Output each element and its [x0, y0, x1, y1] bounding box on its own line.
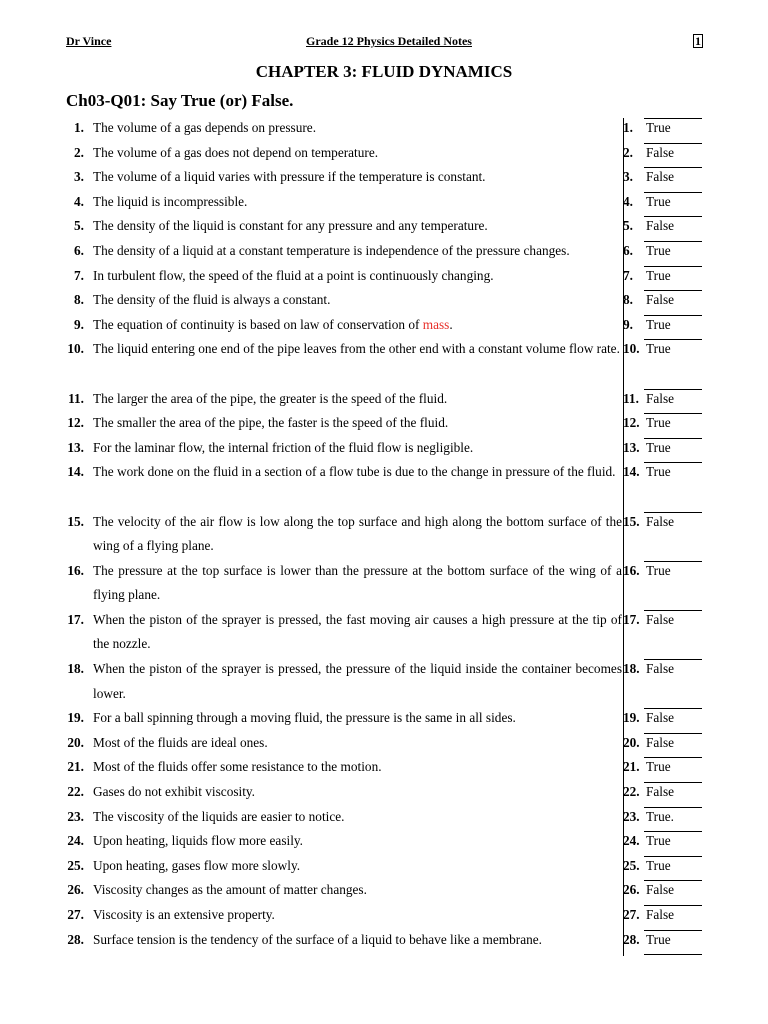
- answer-number: 10.: [623, 341, 640, 357]
- answer-rule: [644, 339, 702, 340]
- question-text: [93, 903, 622, 928]
- question-row: [0, 288, 768, 313]
- question-row: [0, 559, 768, 608]
- question-text: [93, 190, 622, 215]
- question-text-part: For a ball spinning through a moving fluid, the pressure is the same in all sides.: [93, 710, 516, 726]
- answer-number: 24.: [623, 833, 640, 849]
- question-text-part: The density of a liquid at a constant temperature is independence of the pressure changes.: [93, 242, 570, 258]
- answer-value: False: [646, 611, 675, 627]
- answer-value: True: [646, 562, 671, 578]
- question-number: 4.: [74, 193, 84, 209]
- answer-value: False: [646, 661, 675, 677]
- answer-rule: [644, 610, 702, 611]
- question-text-part: The volume of a gas does not depend on temperature.: [93, 144, 379, 160]
- question-row: [0, 755, 768, 780]
- answer-value: False: [646, 907, 675, 922]
- question-row: [0, 510, 768, 559]
- answer-rule: [644, 118, 702, 119]
- question-row: [0, 436, 768, 461]
- question-text-part: The liquid is incompressible.: [93, 193, 248, 209]
- question-text: [93, 854, 622, 879]
- question-number: 2.: [74, 144, 84, 160]
- course-title: Grade 12 Physics Detailed Notes: [306, 34, 472, 48]
- answer-rule: [644, 167, 702, 168]
- answer-rule: [644, 462, 702, 463]
- question-text-part: The pressure at the top surface is lower than the pressure at the bottom surface of the wing of a flying plane.: [93, 562, 622, 603]
- question-number: 18.: [67, 661, 84, 677]
- answer-number: 16.: [623, 562, 640, 578]
- question-row: [0, 387, 768, 412]
- question-number: 9.: [74, 316, 84, 332]
- question-number: 7.: [74, 267, 84, 283]
- answer-rule: [644, 856, 702, 857]
- question-number: 14.: [67, 464, 84, 480]
- question-text-part: The viscosity of the liquids are easier to notice.: [93, 808, 345, 824]
- question-text-part: Viscosity changes as the amount of matter changes.: [93, 882, 367, 898]
- question-number: 6.: [74, 242, 84, 258]
- author-name: Dr Vince: [66, 34, 112, 48]
- question-number: 23.: [67, 808, 84, 824]
- question-number: 12.: [67, 415, 84, 431]
- answer-value: True.: [646, 808, 674, 824]
- answer-number: 19.: [623, 710, 640, 726]
- question-number: 13.: [67, 439, 84, 455]
- question-number: 8.: [74, 292, 84, 308]
- answer-number: 17.: [623, 611, 640, 627]
- question-text-part: The liquid entering one end of the pipe leaves from the other end with a constant volume flow rate.: [93, 341, 620, 357]
- question-text-part: Viscosity is an extensive property.: [93, 907, 275, 922]
- answer-number: 23.: [623, 808, 640, 824]
- question-text-part: The equation of continuity is based on law of conservation of: [93, 316, 423, 332]
- question-text-part: The larger the area of the pipe, the greater is the speed of the fluid.: [93, 390, 448, 406]
- question-text: [93, 510, 622, 559]
- answer-number: 28.: [623, 931, 640, 947]
- question-text-part: The smaller the area of the pipe, the faster is the speed of the fluid.: [93, 415, 449, 431]
- answer-value: False: [646, 390, 675, 406]
- question-text-part: When the piston of the sprayer is pressed, the pressure of the liquid inside the container becomes lower.: [93, 661, 622, 701]
- page-header: [66, 34, 704, 52]
- answer-rule: [644, 192, 702, 193]
- question-text-part: Most of the fluids offer some resistance to the motion.: [93, 759, 382, 775]
- answer-number: 5.: [623, 218, 633, 234]
- question-number: 17.: [67, 611, 84, 627]
- answer-rule: [644, 930, 702, 931]
- answer-value: False: [646, 784, 675, 800]
- question-number: 28.: [67, 931, 84, 947]
- answer-value: False: [646, 513, 675, 529]
- question-text: [93, 608, 622, 657]
- question-text-part: Upon heating, liquids flow more easily.: [93, 833, 304, 849]
- answer-number: 1.: [623, 120, 633, 135]
- question-row: [0, 116, 768, 141]
- answer-value: True: [646, 120, 671, 135]
- answer-rule: [644, 659, 702, 660]
- question-row: [0, 214, 768, 239]
- chapter-title: CHAPTER 3: FLUID DYNAMICS: [255, 62, 513, 81]
- question-text: [93, 657, 622, 706]
- answer-number: 26.: [623, 882, 640, 898]
- answer-number: 18.: [623, 661, 640, 677]
- question-number: 21.: [67, 759, 84, 775]
- answer-value: True: [646, 242, 671, 258]
- question-row: [0, 928, 768, 953]
- question-row: [0, 313, 768, 338]
- question-row: [0, 878, 768, 903]
- answer-rule: [644, 733, 702, 734]
- question-text: [93, 559, 622, 608]
- answer-rule: [644, 561, 702, 562]
- question-number: 16.: [67, 562, 84, 578]
- question-number: 11.: [68, 390, 84, 406]
- question-text: [93, 780, 622, 805]
- answer-rule: [644, 905, 702, 906]
- answer-value: True: [646, 857, 671, 873]
- answer-rule: [644, 438, 702, 439]
- question-text-part: Most of the fluids are ideal ones.: [93, 734, 268, 750]
- question-text: [93, 288, 622, 313]
- answer-rule: [644, 512, 702, 513]
- question-text-part: For the laminar flow, the internal friction of the fluid flow is negligible.: [93, 439, 474, 455]
- question-row: [0, 411, 768, 436]
- question-text-part: The density of the liquid is constant for any pressure and any temperature.: [93, 218, 488, 234]
- question-text: [93, 141, 622, 166]
- question-text-part: .: [449, 316, 453, 332]
- question-list: [0, 116, 768, 953]
- question-text-part: In turbulent flow, the speed of the fluid at a point is continuously changing.: [93, 267, 494, 283]
- question-number: 15.: [67, 513, 84, 529]
- question-text: [93, 805, 622, 830]
- answer-value: False: [646, 292, 675, 308]
- question-text: [93, 755, 622, 780]
- answer-value: True: [646, 267, 671, 283]
- question-text: [93, 829, 622, 854]
- question-row: [0, 608, 768, 657]
- question-text: [93, 264, 622, 289]
- question-text: [93, 387, 622, 412]
- question-row: [0, 141, 768, 166]
- question-text-part: Upon heating, gases flow more slowly.: [93, 857, 301, 873]
- question-number: 1.: [74, 120, 84, 135]
- answer-value: False: [646, 144, 675, 160]
- answer-value: False: [646, 734, 675, 750]
- answer-number: 25.: [623, 857, 640, 873]
- answer-number: 2.: [623, 144, 633, 160]
- question-text-part: The work done on the fluid in a section of a flow tube is due to the change in pressure of the fluid.: [93, 464, 616, 480]
- answer-value: True: [646, 439, 671, 455]
- answer-value: False: [646, 169, 675, 185]
- answer-rule: [644, 266, 702, 267]
- answer-rule: [644, 757, 702, 758]
- question-row: [0, 805, 768, 830]
- answer-number: 8.: [623, 292, 633, 308]
- answer-number: 4.: [623, 193, 633, 209]
- answer-rule: [644, 143, 702, 144]
- question-row: [0, 780, 768, 805]
- question-text: [93, 436, 622, 461]
- question-text-part: The volume of a gas depends on pressure.: [93, 120, 317, 135]
- question-number: 25.: [67, 857, 84, 873]
- question-text: [93, 928, 622, 953]
- question-row: [0, 460, 768, 509]
- question-row: [0, 239, 768, 264]
- answer-number: 6.: [623, 242, 633, 258]
- answer-value: True: [646, 464, 671, 480]
- question-text-part: The density of the fluid is always a constant.: [93, 292, 331, 308]
- answer-rule: [644, 708, 702, 709]
- question-text: [93, 878, 622, 903]
- answer-number: 20.: [623, 734, 640, 750]
- answer-value: True: [646, 759, 671, 775]
- question-number: 27.: [67, 907, 84, 922]
- question-row: [0, 903, 768, 928]
- answer-number: 9.: [623, 316, 633, 332]
- answer-rule: [644, 241, 702, 242]
- question-number: 5.: [74, 218, 84, 234]
- answer-value: True: [646, 341, 671, 357]
- answer-rule: [644, 807, 702, 808]
- question-row: [0, 706, 768, 731]
- question-text-part: Gases do not exhibit viscosity.: [93, 784, 256, 800]
- question-text-part: The velocity of the air flow is low along the top surface and high along the bottom surface of the wing of a flying plane.: [93, 513, 622, 554]
- question-row: [0, 264, 768, 289]
- answer-value: True: [646, 193, 671, 209]
- answer-value: True: [646, 316, 671, 332]
- question-number: 10.: [67, 341, 84, 357]
- question-row: [0, 190, 768, 215]
- answer-number: 14.: [623, 464, 640, 480]
- page-number: [693, 34, 703, 49]
- answer-rule: [644, 413, 702, 414]
- question-text: [93, 116, 622, 141]
- answer-value: False: [646, 882, 675, 898]
- answer-rule: [644, 290, 702, 291]
- question-text: [93, 731, 622, 756]
- question-row: [0, 829, 768, 854]
- question-text-part: Surface tension is the tendency of the surface of a liquid to behave like a membrane.: [93, 931, 542, 947]
- question-number: 3.: [74, 169, 84, 185]
- question-text-part: The volume of a liquid varies with pressure if the temperature is constant.: [93, 169, 486, 185]
- question-text: [93, 706, 622, 731]
- question-text: [93, 460, 622, 485]
- page-number-value: 1: [695, 34, 701, 48]
- question-text: [93, 411, 622, 436]
- answer-rule: [644, 880, 702, 881]
- question-row: [0, 337, 768, 386]
- answer-number: 21.: [623, 759, 640, 775]
- question-text: [93, 239, 622, 264]
- question-number: 26.: [67, 882, 84, 898]
- answer-number: 27.: [623, 907, 640, 922]
- question-text: [93, 214, 622, 239]
- question-title: Ch03-Q01: Say True (or) False.: [66, 91, 294, 110]
- answer-number: 22.: [623, 784, 640, 800]
- question-number: 24.: [67, 833, 84, 849]
- answer-number: 11.: [623, 390, 639, 406]
- answer-number: 15.: [623, 513, 640, 529]
- question-text-part: When the piston of the sprayer is pressed, the fast moving air causes a high pressure at the tip of the nozzle.: [93, 611, 622, 652]
- question-text: [93, 165, 622, 190]
- question-text: [93, 337, 622, 362]
- answer-value: False: [646, 710, 675, 726]
- question-number: 20.: [67, 734, 84, 750]
- question-number: 22.: [67, 784, 84, 800]
- question-number: 19.: [67, 710, 84, 726]
- question-row: [0, 165, 768, 190]
- answer-value: True: [646, 833, 671, 849]
- answer-number: 3.: [623, 169, 633, 185]
- question-row: [0, 854, 768, 879]
- question-row: [0, 657, 768, 706]
- answer-number: 13.: [623, 439, 640, 455]
- answer-rule: [644, 782, 702, 783]
- answer-value: True: [646, 931, 671, 947]
- answer-rule: [644, 315, 702, 316]
- question-row: [0, 731, 768, 756]
- answer-number: 12.: [623, 415, 640, 431]
- answer-value: False: [646, 218, 675, 234]
- answer-rule: [644, 831, 702, 832]
- answer-rule: [644, 216, 702, 217]
- highlighted-term: mass: [422, 316, 450, 332]
- answer-number: 7.: [623, 267, 633, 283]
- answer-rule: [644, 389, 702, 390]
- answer-rule: [644, 954, 702, 955]
- question-text: [93, 313, 622, 338]
- answer-value: True: [646, 415, 671, 431]
